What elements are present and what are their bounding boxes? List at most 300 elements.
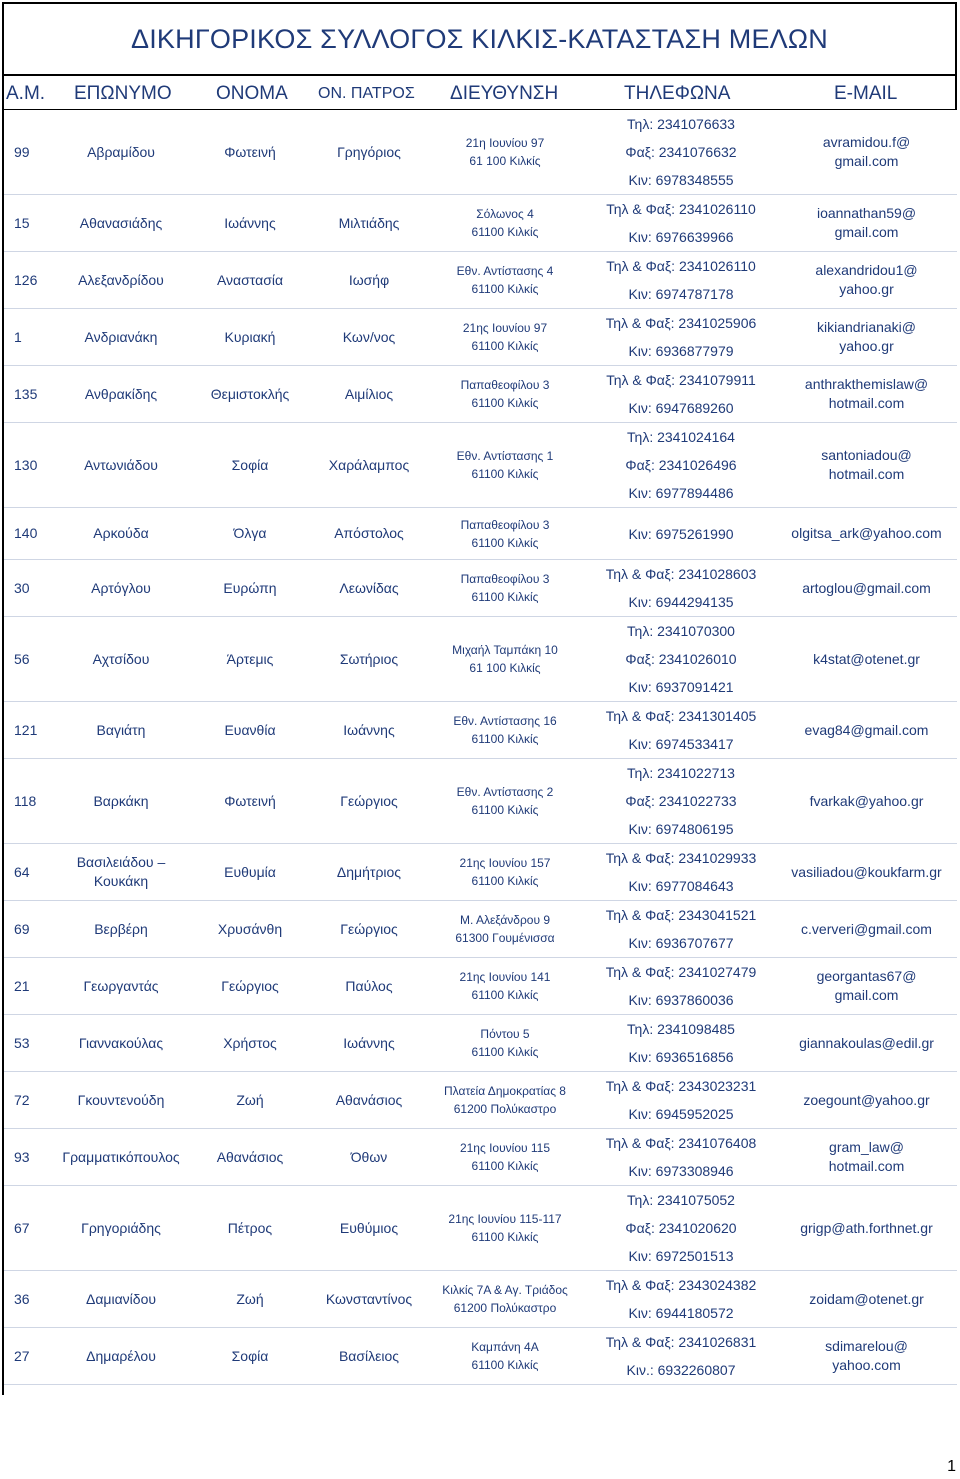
cell-father <box>314 617 424 702</box>
address-line: Σόλωνος 4 <box>476 207 534 221</box>
cell-name <box>186 1186 314 1271</box>
cell-name <box>186 617 314 702</box>
address-line: 21ης Ιουνίου 115 <box>459 1141 551 1155</box>
email-line: hotmail.com <box>828 466 905 482</box>
phone-line: Τηλ: 2341075052 <box>627 1192 735 1208</box>
name-value: Φωτεινή <box>224 792 276 809</box>
cell-surname <box>56 252 186 309</box>
am-value: 135 <box>14 385 38 402</box>
cell-address <box>424 617 586 702</box>
father-name-value: Ιωάννης <box>343 1034 395 1051</box>
surname-value: Αχτσίδου <box>92 650 150 667</box>
father-name-value: Σωτήριος <box>339 650 399 667</box>
cell-name <box>186 366 314 423</box>
address-line: 21ης Ιουνίου 97 <box>462 321 548 335</box>
name-value: Ευθυμία <box>224 863 276 880</box>
cell-am <box>2 901 56 958</box>
father-name-value: Ευθύμιος <box>339 1219 399 1236</box>
email-line: zoidam@otenet.gr <box>809 1290 924 1307</box>
address-line: Μιχαήλ Ταμπάκη 10 <box>452 643 558 657</box>
email-line: santoniadou@ <box>821 447 912 464</box>
surname-value: Ανδριανάκη <box>84 328 158 345</box>
cell-address <box>424 1186 586 1271</box>
header-phones: ΤΗΛΕΦΩΝΑ <box>624 83 731 104</box>
phone-line: Κιν: 6977084643 <box>628 878 734 894</box>
cell-address <box>424 110 586 195</box>
email-line: yahoo.com <box>832 1357 901 1373</box>
surname-value: Ανθρακίδης <box>84 385 158 402</box>
cell-am <box>2 195 56 252</box>
cell-father <box>314 1328 424 1385</box>
cell-name <box>186 508 314 560</box>
header-name: ΟΝΟΜΑ <box>216 83 288 104</box>
cell-phones <box>586 702 776 759</box>
name-value: Όλγα <box>233 525 267 542</box>
header-address: ΔΙΕΥΘΥΝΣΗ <box>450 83 559 104</box>
am-value: 36 <box>14 1290 30 1307</box>
cell-name <box>186 560 314 617</box>
phone-line: Τηλ & Φαξ: 2341301405 <box>605 708 757 724</box>
email-line: alexandridou1@ <box>815 262 918 279</box>
cell-phones <box>586 309 776 366</box>
table-row <box>2 366 957 423</box>
cell-surname <box>56 1015 186 1072</box>
phone-line: Κιν: 6937860036 <box>628 992 734 1008</box>
father-name-value: Ιωάννης <box>343 721 395 738</box>
document-title: ΔΙΚΗΓΟΡΙΚΟΣ ΣΥΛΛΟΓΟΣ ΚΙΛΚΙΣ-ΚΑΤΑΣΤΑΣΗ ΜΕΛΩΝ <box>2 2 957 76</box>
cell-surname <box>56 366 186 423</box>
table-row <box>2 844 957 901</box>
cell-surname <box>56 844 186 901</box>
cell-name <box>186 195 314 252</box>
email-line: gram_law@ <box>829 1139 904 1156</box>
name-value: Φωτεινή <box>224 143 276 160</box>
member-list-sheet <box>2 2 957 1445</box>
phone-line: Κιν: 6937091421 <box>628 679 734 695</box>
address-line: 61100 Κιλκίς <box>471 803 539 817</box>
cell-address <box>424 1328 586 1385</box>
cell-address <box>424 195 586 252</box>
am-value: 93 <box>14 1148 30 1165</box>
cell-name <box>186 1015 314 1072</box>
cell-address <box>424 252 586 309</box>
father-name-value: Ιωσήφ <box>348 271 390 288</box>
phone-line: Τηλ & Φαξ: 2341026831 <box>605 1334 757 1350</box>
address-line: Πλατεία Δημοκρατίας 8 <box>444 1084 566 1098</box>
address-line: 61200 Πολύκαστρο <box>453 1102 557 1116</box>
cell-am <box>2 702 56 759</box>
email-line: sdimarelou@ <box>825 1338 908 1355</box>
cell-surname <box>56 702 186 759</box>
father-name-value: Παύλος <box>345 977 393 994</box>
name-value: Αναστασία <box>216 271 284 288</box>
father-name-value: Βασίλειος <box>338 1347 400 1364</box>
phone-line: Τηλ & Φαξ: 2341026110 <box>606 258 756 274</box>
email-line: grigp@ath.forthnet.gr <box>800 1219 933 1236</box>
name-value: Άρτεμις <box>226 650 274 667</box>
email-line: avramidou.f@ <box>822 134 911 151</box>
cell-email <box>776 1015 957 1072</box>
father-name-value: Όθων <box>350 1148 388 1165</box>
phone-line: Τηλ & Φαξ: 2341079911 <box>606 372 756 388</box>
table-row <box>2 1328 957 1385</box>
email-line: artoglou@gmail.com <box>802 579 931 596</box>
members-table <box>2 110 957 1445</box>
cell-father <box>314 1271 424 1328</box>
phone-line: Τηλ & Φαξ: 2341025906 <box>605 315 757 331</box>
table-row <box>2 702 957 759</box>
cell-email <box>776 1186 957 1271</box>
cell-am <box>2 1186 56 1271</box>
address-line: Εθν. Αντίστασης 16 <box>453 714 557 728</box>
address-line: 61100 Κιλκίς <box>471 1358 539 1372</box>
surname-value: Αρκούδα <box>93 525 149 542</box>
cell-phones <box>586 110 776 195</box>
address-line: Εθν. Αντίστασης 4 <box>456 264 554 278</box>
phone-line: Κιν: 6974787178 <box>628 286 734 302</box>
name-value: Ευανθία <box>224 721 276 738</box>
cell-address <box>424 508 586 560</box>
cell-father <box>314 560 424 617</box>
cell-name <box>186 759 314 844</box>
email-line: gmail.com <box>834 987 899 1003</box>
cell-am <box>2 1072 56 1129</box>
phone-line: Τηλ: 2341098485 <box>627 1021 735 1037</box>
cell-email <box>776 560 957 617</box>
address-line: Καμπάνη 4Α <box>471 1340 539 1354</box>
address-line: 61300 Γουμένισσα <box>455 931 555 945</box>
cell-am <box>2 252 56 309</box>
cell-am <box>2 508 56 560</box>
address-line: Μ. Αλεξάνδρου 9 <box>459 913 551 927</box>
phone-line: Τηλ: 2341070300 <box>627 623 735 639</box>
header-email: E-MAIL <box>834 83 898 104</box>
am-value: 1 <box>14 328 22 345</box>
cell-father <box>314 1072 424 1129</box>
cell-address <box>424 958 586 1015</box>
cell-email <box>776 759 957 844</box>
table-row <box>2 1186 957 1271</box>
surname-value: Γιαννακούλας <box>78 1034 164 1051</box>
cell-father <box>314 423 424 508</box>
table-row <box>2 110 957 195</box>
name-value: Πέτρος <box>227 1219 273 1236</box>
table-row <box>2 1129 957 1186</box>
surname-value: Γραμματικόπουλος <box>62 1148 180 1165</box>
cell-email <box>776 702 957 759</box>
surname-value: Αθανασιάδης <box>79 214 163 231</box>
am-value: 69 <box>14 920 30 937</box>
cell-surname <box>56 901 186 958</box>
cell-phones <box>586 901 776 958</box>
cell-father <box>314 759 424 844</box>
cell-name <box>186 1129 314 1186</box>
cell-am <box>2 423 56 508</box>
father-name-value: Αθανάσιος <box>335 1091 403 1108</box>
am-value: 72 <box>14 1091 30 1108</box>
cell-surname <box>56 560 186 617</box>
cell-name <box>186 110 314 195</box>
cell-phones <box>586 1186 776 1271</box>
cell-surname <box>56 309 186 366</box>
cell-am <box>2 1271 56 1328</box>
phone-line: Κιν: 6972501513 <box>628 1248 734 1264</box>
cell-am <box>2 1328 56 1385</box>
am-value: 64 <box>14 863 30 880</box>
header-father: ΟΝ. ΠΑΤΡΟΣ <box>318 85 415 102</box>
phone-line: Τηλ & Φαξ: 2343041521 <box>605 907 757 923</box>
surname-value: Δαμιανίδου <box>85 1290 157 1307</box>
surname-value: Γκουντενούδη <box>77 1091 165 1108</box>
cell-address <box>424 844 586 901</box>
phone-line: Κιν: 6973308946 <box>628 1163 734 1179</box>
email-line: georgantas67@ <box>816 968 917 985</box>
cell-name <box>186 702 314 759</box>
am-value: 99 <box>14 143 30 160</box>
address-line: 21η Ιουνίου 97 <box>465 136 545 150</box>
header-surname: ΕΠΩΝΥΜΟ <box>74 83 172 104</box>
cell-father <box>314 252 424 309</box>
cell-surname <box>56 958 186 1015</box>
email-line: zoegount@yahoo.gr <box>803 1091 930 1108</box>
address-line: 21ης Ιουνίου 157 <box>459 856 551 870</box>
father-name-value: Γεώργιος <box>340 920 398 937</box>
cell-email <box>776 110 957 195</box>
name-value: Κυριακή <box>224 328 276 345</box>
cell-phones <box>586 195 776 252</box>
cell-am <box>2 366 56 423</box>
cell-name <box>186 844 314 901</box>
cell-name <box>186 901 314 958</box>
address-line: 61100 Κιλκίς <box>471 1045 539 1059</box>
email-line: ioannathan59@ <box>816 205 917 222</box>
cell-am <box>2 759 56 844</box>
cell-address <box>424 1015 586 1072</box>
cell-email <box>776 958 957 1015</box>
cell-father <box>314 366 424 423</box>
phone-line: Φαξ: 2341026496 <box>625 457 737 473</box>
surname-value: Αβραμίδου <box>87 143 155 160</box>
surname-value: Αντωνιάδου <box>84 456 158 473</box>
table-row <box>2 759 957 844</box>
cell-address <box>424 1129 586 1186</box>
name-value: Σοφία <box>231 456 269 473</box>
cell-phones <box>586 844 776 901</box>
cell-surname <box>56 1271 186 1328</box>
father-name-value: Γεώργιος <box>340 792 398 809</box>
phone-line: Φαξ: 2341022733 <box>625 793 737 809</box>
cell-email <box>776 195 957 252</box>
phone-line: Τηλ & Φαξ: 2343023231 <box>605 1078 757 1094</box>
cell-am <box>2 1129 56 1186</box>
cell-email <box>776 366 957 423</box>
name-value: Αθανάσιος <box>216 1148 284 1165</box>
address-line: 61 100 Κιλκίς <box>469 661 541 675</box>
address-line: 61 100 Κιλκίς <box>469 154 541 168</box>
cell-father <box>314 1015 424 1072</box>
address-line: 61100 Κιλκίς <box>471 590 539 604</box>
cell-address <box>424 423 586 508</box>
phone-line: Τηλ & Φαξ: 2341029933 <box>605 850 757 866</box>
phone-line: Κιν: 6936877979 <box>628 343 734 359</box>
address-line: 61100 Κιλκίς <box>471 988 539 1002</box>
page-number: 1 <box>947 1458 956 1475</box>
cell-name <box>186 958 314 1015</box>
father-name-value: Μιλτιάδης <box>338 214 400 231</box>
surname-value: Βερβέρη <box>94 920 148 937</box>
address-line: Εθν. Αντίστασης 2 <box>456 785 554 799</box>
address-line: 61100 Κιλκίς <box>471 396 539 410</box>
cell-address <box>424 1072 586 1129</box>
cell-father <box>314 844 424 901</box>
cell-name <box>186 252 314 309</box>
cell-name <box>186 1328 314 1385</box>
phone-line: Κιν: 6936707677 <box>628 935 734 951</box>
phone-line: Κιν: 6974533417 <box>628 736 734 752</box>
address-line: 61200 Πολύκαστρο <box>453 1301 557 1315</box>
phone-line: Κιν: 6945952025 <box>628 1106 734 1122</box>
email-line: fvarkak@yahoo.gr <box>809 792 924 809</box>
address-line: Κιλκίς 7Α & Αγ. Τριάδος <box>442 1283 568 1297</box>
cell-address <box>424 366 586 423</box>
cell-email <box>776 901 957 958</box>
email-line: giannakoulas@edil.gr <box>799 1034 934 1051</box>
cell-surname <box>56 508 186 560</box>
father-name-value: Κων/νος <box>342 328 396 345</box>
cell-father <box>314 958 424 1015</box>
name-value: Γεώργιος <box>221 977 279 994</box>
am-value: 21 <box>14 977 30 994</box>
phone-line: Κιν: 6978348555 <box>628 172 734 188</box>
email-line: k4stat@otenet.gr <box>813 650 920 667</box>
cell-am <box>2 958 56 1015</box>
cell-phones <box>586 252 776 309</box>
phone-line: Φαξ: 2341076632 <box>625 144 737 160</box>
email-line: gmail.com <box>834 224 899 240</box>
surname-value: Βαγιάτη <box>96 721 146 738</box>
cell-father <box>314 702 424 759</box>
address-line: 61100 Κιλκίς <box>471 282 539 296</box>
am-value: 53 <box>14 1034 30 1051</box>
cell-email <box>776 309 957 366</box>
cell-phones <box>586 1271 776 1328</box>
address-line: 61100 Κιλκίς <box>471 1159 539 1173</box>
address-line: 61100 Κιλκίς <box>471 874 539 888</box>
am-value: 30 <box>14 579 30 596</box>
cell-am <box>2 309 56 366</box>
cell-email <box>776 1072 957 1129</box>
am-value: 118 <box>14 792 37 809</box>
phone-line: Κιν: 6977894486 <box>628 485 734 501</box>
address-line: 21ης Ιουνίου 141 <box>459 970 551 984</box>
cell-father <box>314 195 424 252</box>
phone-line: Κιν: 6944180572 <box>628 1305 734 1321</box>
phone-line: Τηλ: 2341022713 <box>627 765 735 781</box>
cell-am <box>2 1015 56 1072</box>
cell-phones <box>586 423 776 508</box>
email-line: c.ververi@gmail.com <box>801 920 932 937</box>
am-value: 130 <box>14 456 38 473</box>
name-value: Σοφία <box>231 1347 269 1364</box>
phone-line: Τηλ: 2341024164 <box>627 429 735 445</box>
phone-line: Τηλ & Φαξ: 2341076408 <box>605 1135 757 1151</box>
cell-father <box>314 901 424 958</box>
cell-surname <box>56 759 186 844</box>
cell-phones <box>586 1015 776 1072</box>
name-value: Χρήστος <box>223 1034 277 1051</box>
phone-line: Κιν: 6976639966 <box>628 229 734 245</box>
email-line: anthrakthemislaw@ <box>804 376 929 393</box>
email-line: kikiandrianaki@ <box>816 319 917 336</box>
father-name-value: Αιμίλιος <box>344 385 394 402</box>
cell-surname <box>56 1186 186 1271</box>
am-value: 140 <box>14 525 38 542</box>
cell-address <box>424 309 586 366</box>
cell-name <box>186 1072 314 1129</box>
cell-surname <box>56 110 186 195</box>
name-value: Χρυσάνθη <box>217 920 283 937</box>
phone-line: Φαξ: 2341026010 <box>625 651 737 667</box>
cell-am <box>2 617 56 702</box>
table-header <box>2 76 957 110</box>
cell-name <box>186 423 314 508</box>
address-line: 61100 Κιλκίς <box>471 467 539 481</box>
surname-value: Αλεξανδρίδου <box>78 271 164 288</box>
surname-value: Δημαρέλου <box>86 1347 156 1364</box>
am-value: 126 <box>14 271 38 288</box>
table-row <box>2 1271 957 1328</box>
cell-phones <box>586 508 776 560</box>
phone-line: Τηλ & Φαξ: 2341027479 <box>605 964 757 980</box>
table-row <box>2 1015 957 1072</box>
father-name-value: Απόστολος <box>334 525 404 542</box>
cell-phones <box>586 958 776 1015</box>
table-row <box>2 901 957 958</box>
address-line: Παπαθεοφίλου 3 <box>460 378 550 392</box>
cell-father <box>314 1186 424 1271</box>
table-row <box>2 617 957 702</box>
table-row <box>2 195 957 252</box>
cell-father <box>314 508 424 560</box>
cell-surname <box>56 617 186 702</box>
phone-line: Φαξ: 2341020620 <box>625 1220 737 1236</box>
cell-phones <box>586 366 776 423</box>
father-name-value: Χαράλαμπος <box>328 456 410 473</box>
cell-email <box>776 1129 957 1186</box>
email-line: yahoo.gr <box>839 281 894 297</box>
name-value: Θεμιστοκλής <box>210 385 290 402</box>
phone-line: Τηλ & Φαξ: 2341028603 <box>605 566 757 582</box>
cell-phones <box>586 617 776 702</box>
cell-phones <box>586 759 776 844</box>
cell-email <box>776 617 957 702</box>
cell-surname <box>56 423 186 508</box>
address-line: Παπαθεοφίλου 3 <box>460 572 550 586</box>
am-value: 15 <box>14 214 30 231</box>
address-line: Πόντου 5 <box>480 1027 530 1041</box>
name-value: Ευρώπη <box>223 579 277 596</box>
cell-father <box>314 1129 424 1186</box>
table-row <box>2 252 957 309</box>
phone-line: Κιν: 6947689260 <box>628 400 734 416</box>
cell-father <box>314 309 424 366</box>
table-row <box>2 560 957 617</box>
email-line: hotmail.com <box>828 395 905 411</box>
left-border <box>2 108 4 1395</box>
cell-am <box>2 560 56 617</box>
cell-surname <box>56 1129 186 1186</box>
address-line: 61100 Κιλκίς <box>471 339 539 353</box>
